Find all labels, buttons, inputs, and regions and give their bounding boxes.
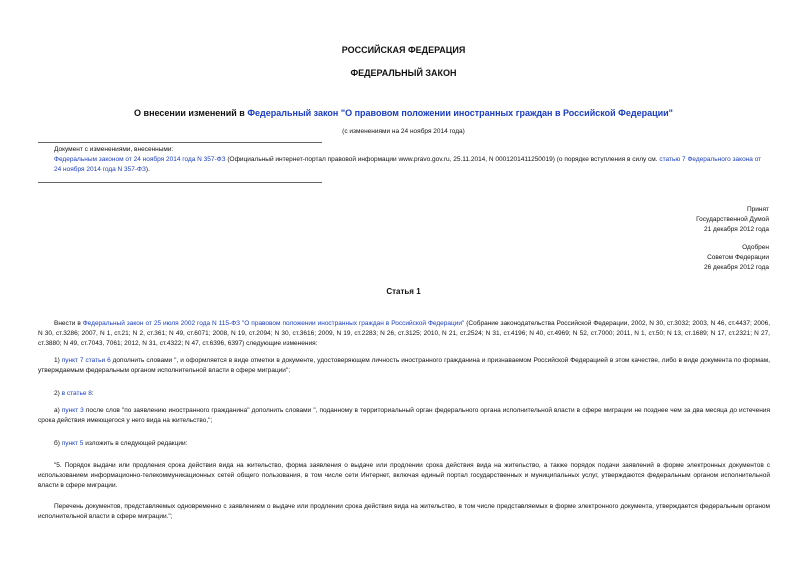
approved-label: Одобрен <box>742 244 769 251</box>
changes-text: (Официальный интернет-портал правовой информации www.pravo.gov.ru, 25.11.2014, N 0001201411250019) (о порядке вступления в силу см. <box>225 156 660 163</box>
subpoint-a-num: а) <box>54 407 62 414</box>
intro-prefix: Внести в <box>54 320 83 327</box>
changes-box <box>38 145 770 175</box>
country-heading: РОССИЙСКАЯ ФЕДЕРАЦИЯ <box>341 45 466 55</box>
subpoint-b-text: изложить в следующей редакции: <box>83 440 188 447</box>
duma-adoption <box>696 205 769 235</box>
point-1 <box>38 356 770 376</box>
base-law-link[interactable]: Федеральный закон от 25 июля 2002 года N 115-ФЗ "О правовом положении иностранных граждан в Российской Федерации" <box>82 320 465 327</box>
subpoint-a <box>38 406 770 426</box>
changes-text-end: ). <box>145 166 150 173</box>
point-2-num: 2) <box>54 390 62 397</box>
changes-note: (с изменениями на 24 ноября 2014 года) <box>342 128 465 135</box>
article-title: Статья 1 <box>386 287 421 296</box>
law-title-link[interactable]: Федеральный закон "О правовом положении иностранных граждан в Российской Федерации" <box>247 108 673 118</box>
entry-into-force-link[interactable]: статью 7 Федерального закона от 24 ноября 2014 года N 357-ФЗ <box>54 156 762 173</box>
changes-heading: Документ с изменениями, внесенными: <box>54 146 174 153</box>
council-label: Советом Федерации <box>707 254 769 261</box>
point-2-link[interactable]: в статье 8 <box>61 390 92 397</box>
quoted-paragraph-1: "5. Порядок выдачи или продления срока действия вида на жительство, форма заявления о выдаче или продлении срока действия вида на жительство, а также порядок подачи заявлений в форме электронных документов с использованием информационно-телекоммуникационных сетей общего пользования, в том числе сети Интернет, включая единый портал государственных и муниципальных услуг, утверждаются федеральным органом исполнительной власти в сфере миграции. <box>38 462 770 489</box>
law-title-prefix: О внесении изменений в <box>134 108 248 118</box>
law-title <box>0 108 807 118</box>
subpoint-a-link[interactable]: пункт 3 <box>61 407 84 414</box>
council-date: 26 декабря 2012 года <box>703 264 769 271</box>
point-1-num: 1) <box>54 357 62 364</box>
subpoint-b-link[interactable]: пункт 5 <box>61 440 84 447</box>
subpoint-a-text: после слов "по заявлению иностранного гражданина" дополнить словами ", поданному в территориальный орган федерального органа исполнительной власти в сфере миграции не позднее чем за два месяца до истечения срока действия имеющегося у него вида на жительство,"; <box>38 407 770 424</box>
article-intro <box>38 319 770 349</box>
subpoint-b <box>38 439 770 449</box>
point-1-link[interactable]: пункт 7 статьи 6 <box>61 357 111 364</box>
divider-bottom <box>38 182 322 183</box>
quoted-paragraph-2: Перечень документов, представляемых одновременно с заявлением о выдаче или продлении срока действия вида на жительство, в том числе представляемых в форме электронного документа, утверждается федеральным органом исполнительной власти в сфере миграции."; <box>38 503 770 520</box>
law-type-heading: ФЕДЕРАЛЬНЫЙ ЗАКОН <box>350 68 457 78</box>
accepted-label: Принят <box>746 206 769 213</box>
point-2 <box>38 389 770 399</box>
intro-rest: (Собрание законодательства Российской Федерации, 2002, N 30, ст.3032; 2003, N 46, ст.4437; 2006, N 30, ст.3286; 2007, N 1, ст.21; N 2, ст.361; N 49, ст.6071; 2008, N 19, ст.2094; N 30, ст.3616; 2009, N 19, ст.2283; N 26, ст.3125; 2010, N 21, ст.2524; N 31, ст.4196; N 40, ст.4969; N 52, ст.7000; 2011, N 1, ст.50; N 13, ст.1689; N 17, ст.2321; N 27, ст.3880; N 49, ст.7043, 7061; 2012, N 31, ст.4322; N 47, ст.6396, 6397) следующие изменения: <box>38 320 771 347</box>
duma-label: Государственной Думой <box>696 216 769 223</box>
amending-law-link[interactable]: Федеральным законом от 24 ноября 2014 года N 357-ФЗ <box>54 156 226 163</box>
divider-top <box>38 142 322 143</box>
point-1-text: дополнить словами ", и оформляется в виде отметки в документе, удостоверяющем личность иностранного гражданина и признаваемом Российской Федерацией в этом качестве, либо в виде документа по формам, утверждаемым федеральным органом исполнительной власти в сфере миграции"; <box>38 357 770 374</box>
point-2-text: : <box>91 390 94 397</box>
subpoint-b-num: б) <box>54 440 62 447</box>
council-approval <box>704 243 769 273</box>
changes-body <box>38 155 770 175</box>
duma-date: 21 декабря 2012 года <box>703 226 769 233</box>
